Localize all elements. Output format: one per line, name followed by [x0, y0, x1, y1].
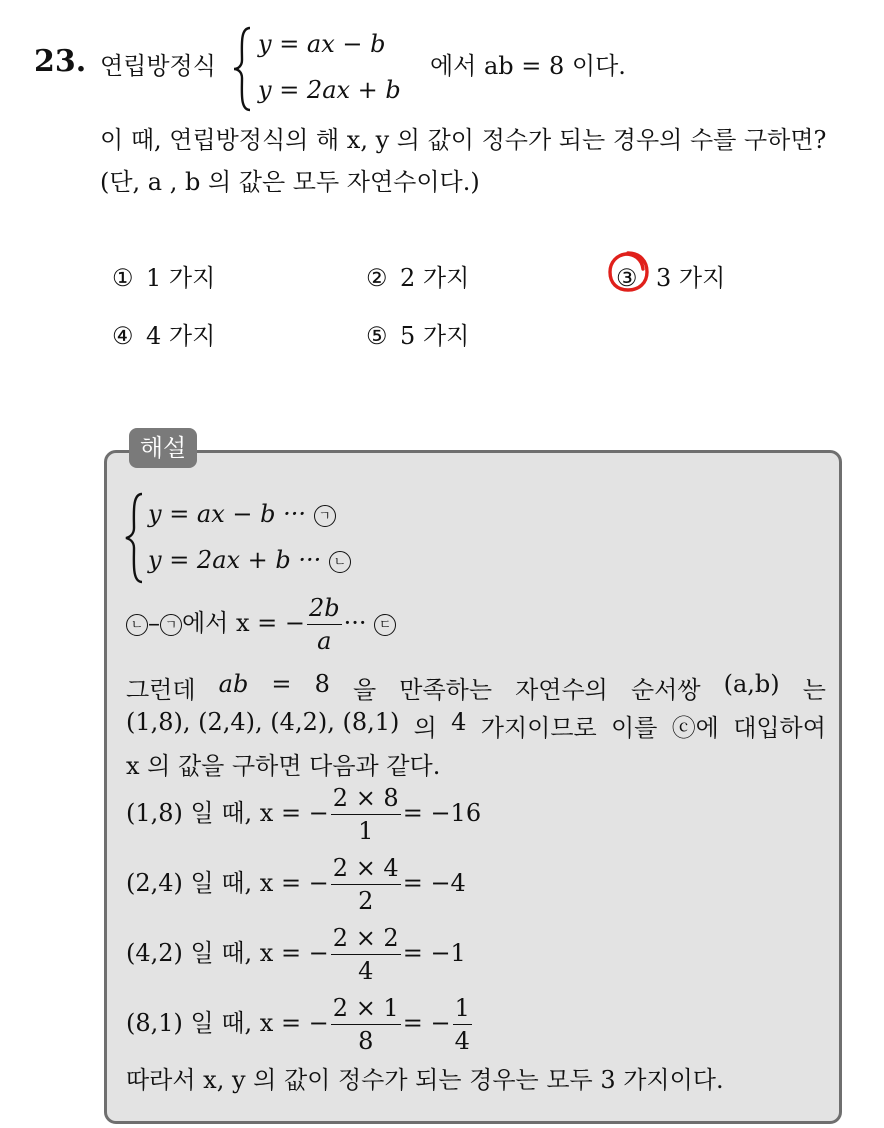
solution-case-1: (1,8) 일 때, x = − $\frac{2 \times 8}{1}$ = −16 — [126, 784, 482, 845]
solution-paragraph-1: 그런데 ab = 8 을 만족하는 자연수의 순서쌍 (a,b) 는 — [126, 670, 826, 704]
system-brace — [232, 26, 254, 112]
solution-equation-2: y = 2ax + b ··· ㄴ — [148, 546, 351, 574]
choice-5[interactable] — [366, 316, 469, 351]
question-equation-2: y = 2ax + b — [258, 76, 401, 104]
question-intro: 연립방정식 — [100, 52, 216, 80]
solution-paragraph-2: (1,8), (2,4), (4,2), (8,1) 의 4 가지이므로 이를 ⓒ에 대입하여 — [126, 708, 826, 742]
choice-5-mark: ⑤ — [366, 322, 388, 350]
choice-1-text: 1 가지 — [146, 264, 216, 292]
choice-4[interactable] — [112, 316, 215, 351]
choice-3-text: 3 가지 — [656, 264, 726, 292]
choice-2[interactable] — [366, 258, 469, 293]
choice-5-text: 5 가지 — [400, 322, 470, 350]
answer-circle-mark — [606, 250, 650, 294]
choice-4-mark: ④ — [112, 322, 134, 350]
solution-equation-1: y = ax − b ··· ㄱ — [148, 500, 336, 528]
question-condition: 에서 ab = 8 이다. — [430, 52, 626, 80]
choice-1[interactable] — [112, 258, 215, 293]
solution-tag: 해설 — [129, 428, 197, 468]
choice-2-mark: ② — [366, 264, 388, 292]
solution-case-3: (4,2) 일 때, x = − $\frac{2 \times 2}{4}$ = −1 — [126, 924, 466, 985]
question-equation-1: y = ax − b — [258, 30, 386, 58]
choice-2-text: 2 가지 — [400, 264, 470, 292]
choice-3-mark: ③ — [616, 264, 638, 292]
solution-system-brace — [124, 492, 146, 584]
question-number: 23. — [34, 44, 87, 79]
solution-paragraph-3: x 의 값을 구하면 다음과 같다. — [126, 752, 441, 780]
label-circle-giyeok: ㄱ — [314, 505, 336, 527]
label-circle-digeut: ㄷ — [374, 614, 396, 636]
solution-case-2: (2,4) 일 때, x = − $\frac{2 \times 4}{2}$ = −4 — [126, 854, 466, 915]
solution-subtraction: ㄴ – ㄱ 에서 x = − $\frac{2b}{a}$ ··· ㄷ — [126, 594, 396, 655]
question-line-2: 이 때, 연립방정식의 해 x, y 의 값이 정수가 되는 경우의 수를 구하면? — [100, 126, 827, 154]
label-circle-nieun: ㄴ — [329, 551, 351, 573]
question-line-3: (단, a , b 의 값은 모두 자연수이다.) — [100, 168, 480, 196]
solution-conclusion: 따라서 x, y 의 값이 정수가 되는 경우는 모두 3 가지이다. — [126, 1066, 724, 1094]
choice-1-mark: ① — [112, 264, 134, 292]
choice-4-text: 4 가지 — [146, 322, 216, 350]
solution-case-4: (8,1) 일 때, x = − $\frac{2 \times 1}{8}$ = − $\frac{1}{4}$ — [126, 994, 470, 1055]
